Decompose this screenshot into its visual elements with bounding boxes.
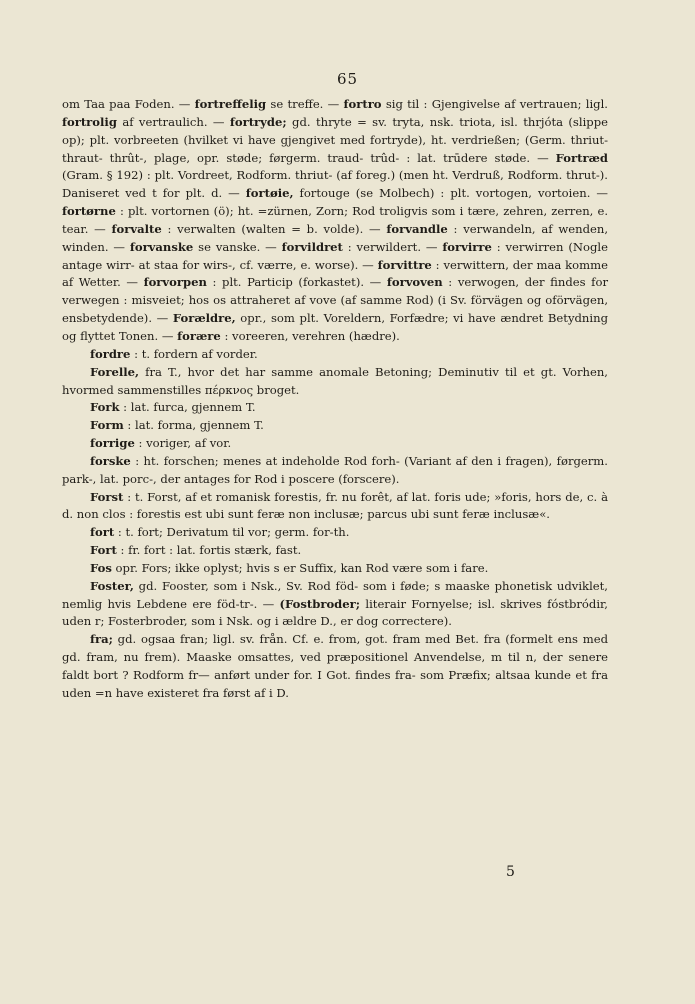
entry-text: : voriger, af vor. bbox=[134, 436, 232, 451]
headword: Form bbox=[90, 418, 124, 433]
headword: Fork bbox=[90, 400, 120, 415]
entry-text: : fr. fort : lat. fortis stærk, fast. bbox=[116, 543, 302, 558]
entry-text: om Taa paa Foden. — bbox=[62, 97, 195, 111]
entry-text: opr., som plt. Voreldern, Forfædre; vi have ændret Betydning og flyttet Tonen. — bbox=[62, 311, 608, 343]
dictionary-text bbox=[62, 96, 608, 703]
entry-text: gd. ogsaa fran; ligl. sv. från. Cf. e. from, got. fram med Bet. fra (formelt ens med gd. fram, nu frem). Maaske omsattes, ved præpositionel Anvendelse, m til n, der senere faldt bort ? Rodform fr— anført under for. I Got. findes fra- som Præfix; altsaa kunde et fra uden =n have existeret fra først af i D. bbox=[62, 632, 608, 700]
entry-text: : plt. vortornen (ö); ht. =zürnen, Zorn; Rod troligvis som i tære, zehren, zerren, e. tear. — bbox=[62, 204, 608, 236]
entry-text: : voreeren, verehren (hædre). bbox=[220, 328, 400, 343]
entry-text: se treffe. — bbox=[266, 97, 344, 111]
entry-text: gd. thryte = sv. tryta, nsk. triota, isl. thrjóta (slippe op); plt. vorbreeten (hvilket vi have gjengivet med fortryde), ht. verdrießen; (Germ. thriut- thraut- thrût-, plage, opr. støde; førgerm. traud- trûd- : lat. trūdere støde. — bbox=[62, 114, 608, 165]
dictionary-paragraph bbox=[62, 96, 608, 346]
headword: forære bbox=[177, 328, 221, 343]
entry-text: : t. Forst, af et romanisk forestis, fr. nu forêt, af lat. foris ude; »foris, hors de, c. à d. non clos : forestis est ubi sunt feræ non inclusæ; parcus ubi sunt feræ inclusæ«. bbox=[62, 489, 608, 522]
headword: Fort bbox=[90, 543, 117, 558]
headword: forvoven bbox=[386, 275, 443, 290]
headword: fortreffelig bbox=[194, 97, 267, 111]
headword: fortøie, bbox=[245, 186, 294, 201]
headword: forske bbox=[90, 453, 131, 468]
headword: fortørne bbox=[62, 204, 116, 219]
headword: fortro bbox=[343, 97, 382, 111]
headword: (Fostbroder; bbox=[279, 596, 361, 611]
dictionary-paragraph bbox=[62, 631, 608, 702]
entry-text: : verwittern, der maa komme af Wetter. — bbox=[62, 257, 608, 290]
headword: Foster, bbox=[90, 578, 134, 593]
entry-text: : t. fordern af vorder. bbox=[130, 346, 258, 361]
headword: Fos bbox=[90, 560, 112, 575]
headword: Forældre, bbox=[172, 311, 236, 326]
headword: fortrolig bbox=[62, 114, 117, 129]
entry-text: : verwogen, der findes for verwegen : misveiet; hos os attraheret af vove (af samme Rod) (i Sv. förvägen og oförvägen, ensbetydende). — bbox=[62, 275, 608, 326]
headword: forvorpen bbox=[143, 275, 207, 290]
entry-text: : verwildert. — bbox=[342, 239, 443, 254]
dictionary-paragraph bbox=[62, 560, 608, 578]
headword: forvittre bbox=[377, 257, 432, 272]
dictionary-paragraph bbox=[62, 435, 608, 453]
entry-text: : verwalten (walten = b. volde). — bbox=[161, 221, 387, 236]
entry-text: fortouge (se Molbech) : plt. vortogen, vortoien. — bbox=[293, 186, 608, 201]
entry-text: : lat. furca, gjennem T. bbox=[119, 400, 256, 415]
dictionary-paragraph bbox=[62, 578, 608, 632]
page-number: 65 bbox=[336, 70, 359, 88]
headword: forvildret bbox=[281, 239, 343, 254]
headword: fra; bbox=[90, 632, 113, 647]
entry-text: literair Fornyelse; isl. skrives fóstbródir, uden r; Fosterbroder, som i Nsk. og i ældre D., er dog correctere). bbox=[62, 596, 608, 629]
dictionary-paragraph bbox=[62, 489, 608, 525]
entry-text: : lat. forma, gjennem T. bbox=[123, 418, 264, 433]
entry-text: se vanske. — bbox=[193, 239, 282, 254]
headword: forrige bbox=[90, 436, 135, 451]
headword: Forelle, bbox=[90, 364, 140, 379]
entry-text: opr. Fors; ikke oplyst; hvis s er Suffix, kan Rod være som i fare. bbox=[111, 560, 489, 575]
dictionary-paragraph bbox=[62, 453, 608, 489]
headword: forvalte bbox=[111, 221, 162, 236]
signature-mark: 5 bbox=[506, 864, 515, 880]
dictionary-paragraph bbox=[62, 417, 608, 435]
headword: forvirre bbox=[442, 239, 492, 254]
dictionary-paragraph bbox=[62, 399, 608, 417]
entry-text: : verwirren (Nogle antage wirr- at staa for wirs-, cf. værre, e. worse). — bbox=[62, 239, 608, 272]
entry-text: : ht. forschen; menes at indeholde Rod forh- (Variant af den i fragen), førgerm. park-, lat. porc-, der antages for Rod i poscere (forscere). bbox=[62, 453, 608, 486]
headword: forvanske bbox=[129, 239, 194, 254]
entry-text: : verwandeln, af wenden, winden. — bbox=[62, 221, 609, 254]
entry-text: : t. fort; Derivatum til vor; germ. for-th. bbox=[114, 525, 350, 540]
dictionary-paragraph bbox=[62, 542, 608, 560]
headword: Fortræd bbox=[555, 150, 608, 165]
entry-text: sig til : Gjengivelse af vertrauen; ligl. bbox=[381, 97, 608, 111]
headword: fordre bbox=[90, 346, 131, 361]
headword: Forst bbox=[90, 489, 124, 504]
headword: fortryde; bbox=[229, 114, 287, 129]
headword: forvandle bbox=[386, 221, 448, 236]
dictionary-paragraph bbox=[62, 364, 608, 400]
entry-text: gd. Fooster, som i Nsk., Sv. Rod föd- som i føde; s maaske phonetisk udviklet, nemlig hvis Lebdene ere föd-tr-. — bbox=[62, 578, 608, 611]
dictionary-paragraph bbox=[62, 346, 608, 364]
entry-text: (Gram. § 192) : plt. Vordreet, Rodform. thriut- (af foreg.) (men ht. Verdruß, Rodform. thrut-). Daniseret ved t for plt. d. — bbox=[62, 168, 608, 201]
entry-text: : plt. Particip (forkastet). — bbox=[206, 275, 387, 290]
entry-text: fra T., hvor det har samme anomale Betoning; Deminutiv til et gt. Vorhen, hvormed sammenstilles πέρκνος broget. bbox=[62, 364, 608, 397]
headword: fort bbox=[90, 525, 115, 540]
dictionary-paragraph bbox=[62, 524, 608, 542]
entry-text: af vertraulich. — bbox=[116, 114, 230, 129]
